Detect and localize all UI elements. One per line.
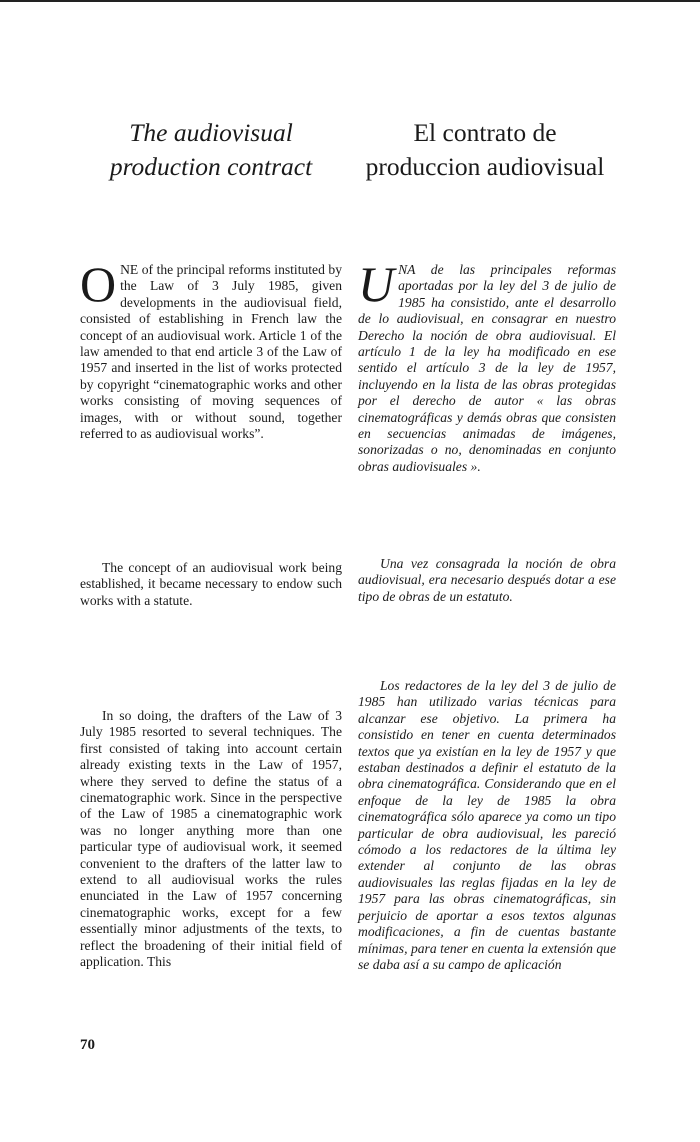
- english-paragraph-2-text: The concept of an audiovisual work being established, it became necessary to endow such works with a statute.: [80, 560, 342, 608]
- spanish-title-line-2: produccion audiovisual: [365, 152, 605, 181]
- spanish-paragraph-3-text: Los redactores de la ley del 3 de julio de 1985 han utilizado varias técnicas para alcanzar ese objetivo. La primera ha consistido en tener en cuenta determinados textos que ya existían en la ley de 1957 y que estaban destinados a definir el estatuto de la obra cinematográfica. Considerando que en el enfoque de la ley de 1985 la obra cinematográfica sólo aparece ya como un tipo particular de obra audiovisual, les pareció cómodo a los redactores de la última ley extender al conjunto de las obras audiovisuales las reglas fijadas en la ley de 1957 para las obras cinematográficas, sin perjuicio de aportar a esos textos algunas modificaciones, a fin de cuentas bastante mínimas, para tener en cuenta la extensión que se daba así a su campo de aplicación: [358, 678, 616, 972]
- top-rule: [0, 0, 700, 2]
- spanish-paragraph-3: [358, 678, 616, 973]
- english-paragraph-1-text: NE of the principal reforms instituted by the Law of 3 July 1985, given developments in the audiovisual field, consisted of establishing in French law the concept of an audiovisual work. Article 1 of the law amended to that end article 3 of the Law of 1957 and inserted in the list of works protected by copyright “cinematographic works and other works consisting of moving sequences of images, with or without sound, together referred to as audiovisual works”.: [80, 262, 342, 442]
- english-title: [80, 116, 342, 184]
- english-paragraph-2: [80, 560, 342, 609]
- english-paragraph-3: [80, 708, 342, 971]
- spanish-paragraph-1-text: NA de las principales reformas aportadas por la ley del 3 de julio de 1985 ha consistido, ante el desarrollo de lo audiovisual, en consagrar en nuestro Derecho la noción de obra audiovisual. El artículo 1 de la ley ha modificado en ese sentido el artículo 3 de la ley de 1957, incluyendo en la lista de las obras protegidas por el derecho de autor « las obras cinematográficas y demás obras que consisten en secuencias animadas de imágenes, sonorizadas o no, denominadas en conjunto obras audiovisuales ».: [358, 262, 616, 474]
- english-paragraph-1: [80, 256, 342, 442]
- spanish-title-line-1: El contrato de: [413, 118, 557, 147]
- spanish-paragraph-2: [358, 556, 616, 605]
- spanish-drop-cap: U: [358, 256, 395, 312]
- spanish-paragraph-2-text: Una vez consagrada la noción de obra audiovisual, era necesario después dotar a ese tipo de obras de un estatuto.: [358, 556, 616, 604]
- english-title-line-1: The audiovisual: [129, 118, 293, 147]
- spanish-title: [352, 116, 618, 184]
- english-title-line-2: production contract: [109, 152, 313, 181]
- english-paragraph-3-text: In so doing, the drafters of the Law of 3 July 1985 resorted to several techniques. The first consisted of taking into account certain already existing texts in the Law of 1957, where they served to define the status of a cinematographic work. Since in the perspective of the Law of 1985 a cinematographic work was no longer anything more than one particular type of audiovisual work, it seemed convenient to the drafters of the latter law to extend to all audiovisual works the rules enunciated in the Law of 1957 concerning cinematographic works, except for a few essentially minor adjustments of the texts, to reflect the broadening of their initial field of application. This: [80, 708, 342, 970]
- page-number: 70: [80, 1037, 95, 1053]
- english-drop-cap: O: [80, 256, 117, 312]
- spanish-paragraph-1: [358, 256, 616, 475]
